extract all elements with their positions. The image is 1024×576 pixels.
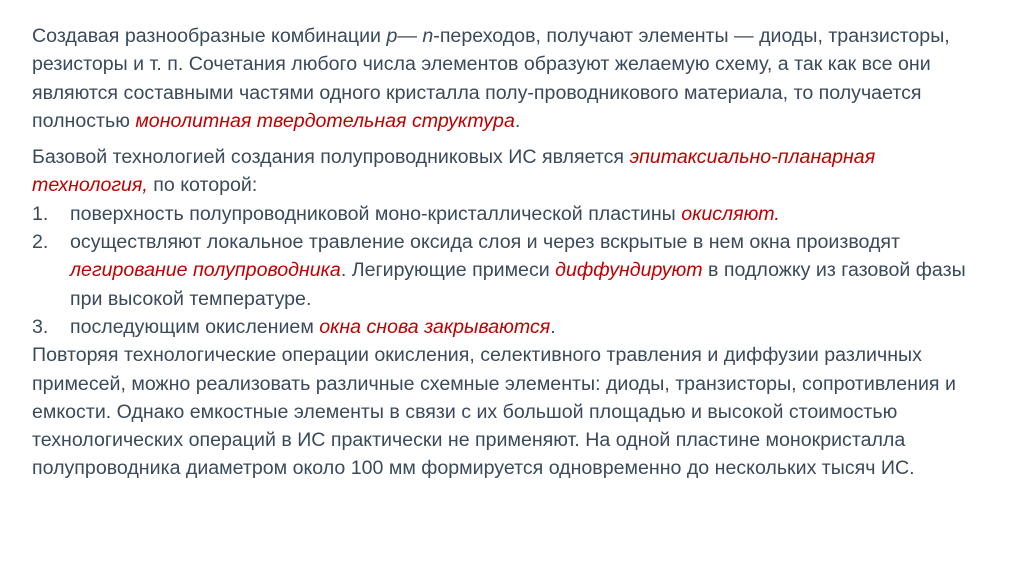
text-segment: — bbox=[397, 25, 423, 47]
list-item bbox=[32, 313, 996, 341]
text-segment: последующим окислением bbox=[70, 315, 320, 338]
text-segment: . bbox=[550, 315, 556, 338]
steps-list bbox=[32, 200, 996, 341]
text-segment: . Легирующие примеси bbox=[340, 259, 556, 282]
text-segment: . bbox=[514, 109, 521, 132]
list-item bbox=[32, 200, 996, 228]
n-letter: n bbox=[422, 25, 434, 47]
text-segment: -переходов, получают элементы — диоды, транзисторы, резисторы и т. п. Сочетания любого числа элементов образуют желаемую схему, а так как все они являются составными частями одного кристалла полу-проводникового материала, то получается полностью bbox=[32, 25, 950, 132]
paragraph-intro bbox=[32, 22, 996, 135]
highlight-term: окна снова закрываются bbox=[319, 315, 551, 338]
text-segment: поверхность полупроводниковой моно-кристаллической пластины bbox=[70, 202, 682, 225]
list-item bbox=[32, 228, 996, 313]
text-segment: по которой: bbox=[147, 174, 258, 197]
highlight-term: окисляют. bbox=[681, 202, 780, 225]
highlight-term: эпитаксиально-планарная технология, bbox=[32, 146, 876, 197]
list-number: 2. bbox=[32, 231, 49, 254]
highlight-term: легирование полупроводника bbox=[70, 259, 341, 282]
paragraph-conclusion: Повторяя технологические операции окисления, селективного травления и диффузии различных примесей, можно реализовать различные схемные элементы: диоды, транзисторы, сопротивления и емкости. Однако емкостные элементы в связи с их большой площадью и высокой стоимостью технологических операций в ИС практически не применяют. На одной пластине монокристалла полупроводника диаметром около 100 мм формируется одновременно до нескольких тысяч ИС. bbox=[32, 344, 956, 480]
list-number: 3. bbox=[32, 315, 49, 338]
text-segment: Создавая разнообразные комбинации bbox=[32, 25, 387, 47]
text-segment: Базовой технологией создания полупроводниковых ИС является bbox=[32, 146, 630, 169]
p-letter: p bbox=[386, 25, 398, 47]
highlight-term: диффундируют bbox=[555, 259, 703, 282]
text-segment: осуществляют локальное травление оксида слоя и через вскрытые в нем окна производят bbox=[70, 231, 901, 254]
paragraph-technology bbox=[32, 143, 996, 200]
text-segment: в подложку из газовой фазы при высокой температуре. bbox=[70, 259, 966, 310]
highlight-term: монолитная твердотельная структура bbox=[135, 109, 515, 132]
list-number: 1. bbox=[32, 202, 49, 225]
